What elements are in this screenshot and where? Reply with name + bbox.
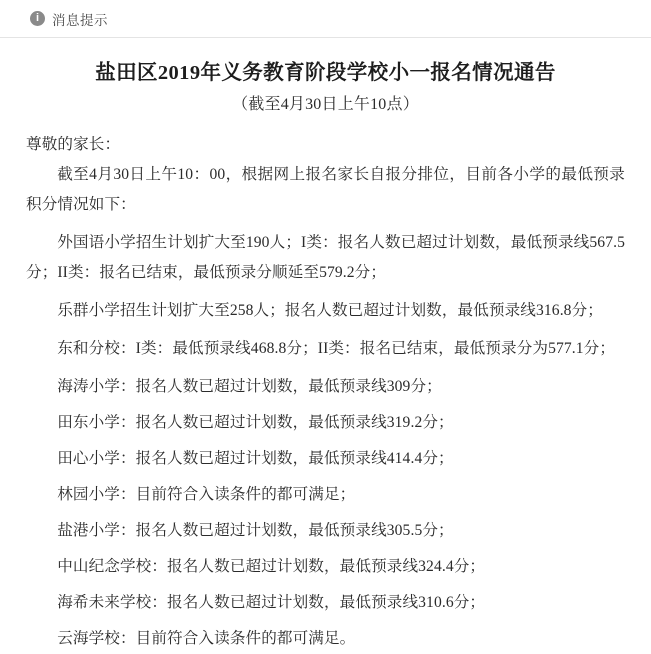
paragraph-school-tianxin: 田心小学：报名人数已超过计划数，最低预录线414.4分； (57, 449, 454, 467)
paragraph-school-haitao: 海涛小学：报名人数已超过计划数，最低预录线309分； (57, 377, 442, 395)
spacer (26, 364, 625, 372)
paragraph-school-tiandong: 田东小学：报名人数已超过计划数，最低预录线319.2分； (57, 413, 454, 431)
article-body (0, 38, 651, 654)
paragraph-school-zhongshan: 中山纪念学校：报名人数已超过计划数，最低预录线324.4分； (57, 557, 486, 575)
paragraph-school-haixi: 海希未来学校：报名人数已超过计划数，最低预录线310.6分； (57, 593, 486, 611)
paragraph-school-linyuan: 林园小学：目前符合入读条件的都可满足； (57, 485, 356, 503)
page-title: 盐田区2019年义务教育阶段学校小一报名情况通告 (95, 62, 556, 84)
paragraph-school-yangang: 盐港小学：报名人数已超过计划数，最低预录线305.5分； (57, 521, 454, 539)
paragraph-school-donghe: 东和分校：I类：最低预录线468.8分；II类：报名已结束，最低预录分为577.1分； (57, 339, 616, 357)
salutation: 尊敬的家长： (26, 135, 121, 153)
spacer (26, 220, 625, 228)
paragraph-school-foreign-language: 外国语小学招生计划扩大至190人；I类：报名人数已超过计划数，最低预录线567.5分；II类：报名已结束，最低预录分顺延至579.2分； (26, 233, 625, 281)
page-subtitle: （截至4月30日上午10点） (232, 95, 419, 113)
paragraph-summary: 截至4月30日上午10：00，根据网上报名家长自报分排位，目前各小学的最低预录积分情况如下： (26, 165, 625, 213)
paragraph-school-yunhai: 云海学校：目前符合入读条件的都可满足。 (57, 629, 356, 647)
header-title: 消息提示 (52, 12, 108, 28)
spacer (26, 288, 625, 296)
spacer (26, 326, 625, 334)
paragraph-school-lequn: 乐群小学招生计划扩大至258人；报名人数已超过计划数，最低预录线316.8分； (57, 301, 603, 319)
message-header-bar (0, 0, 651, 38)
info-circle-icon-glyph: i (35, 12, 40, 24)
info-circle-icon (30, 11, 45, 26)
